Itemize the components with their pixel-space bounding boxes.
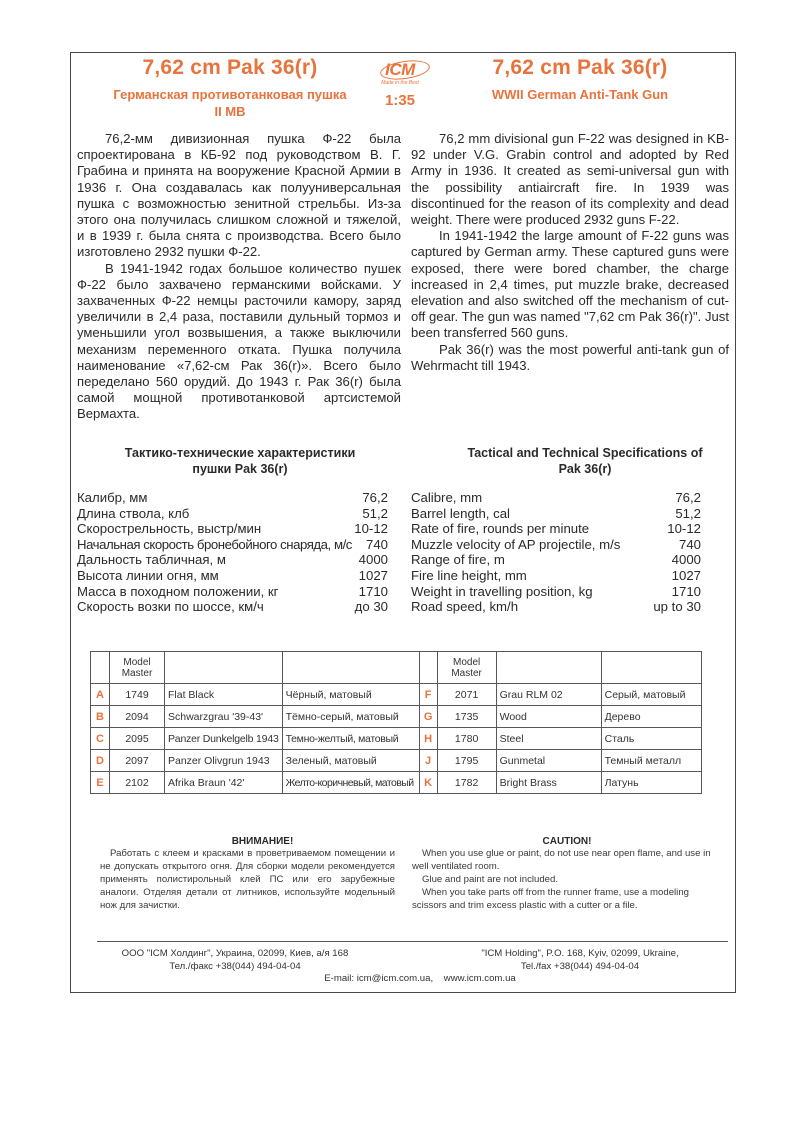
paint-name-en: Panzer Dunkelgelb 1943 (165, 728, 283, 750)
header-letter-cell (419, 652, 437, 684)
title-ru: 7,62 cm Pak 36(r) (142, 56, 318, 79)
scale-label: 1:35 (384, 92, 416, 109)
spec-row (77, 537, 388, 553)
table-row (91, 750, 702, 772)
spec-label: Fire line height, mm (411, 567, 527, 583)
paint-name-ru: Тёмно-серый, матовый (282, 706, 419, 728)
paint-name-ru: Темный металл (601, 750, 701, 772)
spec-value: 740 (365, 536, 388, 552)
icm-logo-icon (372, 60, 428, 86)
paint-letter: H (419, 728, 437, 750)
paint-code: 1782 (437, 772, 496, 794)
specs-ru-title-line1: Тактико-технические характеристики (124, 446, 356, 460)
history-ru (77, 131, 401, 423)
paint-table-header (91, 652, 702, 684)
history-en (411, 131, 729, 374)
paint-name-ru: Зеленый, матовый (282, 750, 419, 772)
subtitle-ru (80, 86, 380, 120)
caution-ru-title: ВНИМАНИЕ! (231, 836, 294, 847)
caution-en-para-3: When you take parts off from the runner frame, use a modeling scissors and trim excess plastic with a cutter or a file. (412, 887, 689, 911)
spec-value: 51,2 (362, 505, 388, 521)
paint-code: 1735 (437, 706, 496, 728)
spec-value: 10-12 (667, 521, 701, 537)
spec-row (77, 490, 388, 506)
logo-brand (385, 60, 415, 80)
spec-label: Range of fire, m (411, 552, 505, 568)
paint-name-en: Steel (496, 728, 601, 750)
header-model-master-line2: Master (451, 667, 482, 679)
caution-en-title: CAUTION! (542, 836, 592, 847)
paint-name-en: Gunmetal (496, 750, 601, 772)
spec-value: до 30 (354, 599, 388, 615)
spec-value: 1027 (671, 567, 701, 583)
subtitle-en: WWII German Anti-Tank Gun (491, 87, 669, 102)
history-en-para-2: In 1941-1942 the large amount of F-22 guns was captured by German army. These captured guns were exposed, there were bored chamber, the charge increased in 2,4 times, put muzzle brake, decreased elevation and also switched off the mechanism of cut-off gear. The gun was named "7,62 cm Pak 36(r)". Just been transferred 560 guns. (411, 228, 729, 341)
footer-en-phone: Tel./fax +38(044) 494-04-04 (520, 960, 640, 972)
footer-ru-address: ООО "ICM Холдинг", Украина, 02099, Киев, а/я 168 (121, 948, 349, 959)
header-letter-cell (91, 652, 110, 684)
footer-email-link[interactable]: E-mail: icm@icm.com.ua, (324, 973, 434, 984)
spec-label: Rate of fire, rounds per minute (411, 521, 590, 537)
footer-contacts (280, 973, 560, 986)
spec-value: 76,2 (362, 490, 388, 505)
spec-row (77, 584, 388, 600)
spec-row (77, 506, 388, 522)
header-model-master (110, 652, 165, 684)
paint-letter: J (419, 750, 437, 772)
spec-label: Barrel length, cal (411, 505, 510, 521)
paint-code: 2071 (437, 684, 496, 706)
spec-row (411, 537, 701, 553)
caution-en-para-1: When you use glue or paint, do not use near open flame, and use in well ventilated room. (412, 848, 711, 872)
paint-name-ru: Желто-коричневый, матовый (282, 772, 419, 794)
paint-letter: B (91, 706, 110, 728)
specs-en-title-line2: Pak 36(r) (558, 461, 612, 476)
header-model-master-line1: Model (452, 656, 481, 668)
header-model-master-line2: Master (121, 667, 153, 679)
footer-website-link[interactable]: www.icm.com.ua (443, 973, 516, 984)
spec-label: Weight in travelling position, kg (411, 583, 593, 599)
spec-label: Начальная скорость бронебойного снаряда, м/с (77, 536, 352, 552)
spec-label: Скорострельность, выстр/мин (77, 521, 262, 537)
spec-value: up to 30 (653, 599, 701, 615)
caution-en-para-2: Glue and paint are not included. (422, 874, 559, 885)
caution-ru (100, 836, 395, 912)
history-en-para-1: 76,2 mm divisional gun F-22 was designed in KB-92 under V.G. Grabin control and adopted by Red Army in 1936. It created as semi-universal gun with the possibility antiaircraft fire. In 1939 was discontinued for the reason of its complexity and dead weight. There were produced 2932 guns F-22. (411, 131, 729, 228)
spec-label: Дальность табличная, м (77, 552, 226, 568)
paint-letter: K (419, 772, 437, 794)
paint-letter: D (91, 750, 110, 772)
paint-table (90, 651, 702, 794)
paint-name-en: Afrika Braun '42' (165, 772, 283, 794)
specs-en-title-line1: Tactical and Technical Specifications of (467, 446, 703, 460)
header-model-master (437, 652, 496, 684)
history-en-para-3: Pak 36(r) was the most powerful anti-tank gun of Wehrmacht till 1943. (411, 341, 729, 373)
paint-letter: F (419, 684, 437, 706)
caution-ru-text: Работать с клеем и красками в проветриваемом помещении и не допускать открытого огня. Для сборки модели рекомендуется применять полистирольный клей ПС или его зарубежные аналоги. Отделяя детали от литников, используйте модельный нож для зачистки. (100, 848, 395, 911)
footer-ru-phone: Тел./факс +38(044) 494-04-04 (169, 960, 301, 972)
paint-letter: A (91, 684, 110, 706)
spec-row (411, 521, 701, 537)
spec-value: 4000 (671, 552, 701, 568)
paint-code: 2094 (110, 706, 165, 728)
spec-value: 51,2 (675, 505, 701, 521)
caution-en (412, 836, 722, 912)
spec-row (77, 568, 388, 584)
spec-label: Масса в походном положении, кг (77, 583, 279, 599)
paint-code: 1795 (437, 750, 496, 772)
spec-label: Скорость возки по шоссе, км/ч (77, 599, 264, 615)
spec-label: Высота линии огня, мм (77, 567, 219, 583)
paint-name-en: Wood (496, 706, 601, 728)
spec-row (411, 568, 701, 584)
subtitle-ru-line1: Германская противотанковая пушка (113, 87, 347, 102)
paint-letter: G (419, 706, 437, 728)
specs-ru-title (100, 446, 380, 477)
paint-code: 2097 (110, 750, 165, 772)
table-row (91, 684, 702, 706)
spec-label: Калибр, мм (77, 490, 148, 505)
paint-code: 1749 (110, 684, 165, 706)
spec-row (411, 552, 701, 568)
specs-ru-title-line2: пушки Pak 36(r) (192, 461, 288, 476)
paint-letter: C (91, 728, 110, 750)
paint-name-ru: Сталь (601, 728, 701, 750)
header-name-en (165, 652, 283, 684)
spec-value: 740 (678, 536, 701, 552)
paint-name-ru: Серый, матовый (601, 684, 701, 706)
history-ru-para-1: 76,2-мм дивизионная пушка Ф-22 была спроектирована в КБ-92 под руководством В. Г. Грабина и принята на вооружение Красной Армии в 1936 г. Она создавалась как полууниверсальная пушка с возможностью зенитной стрельбы. Из-за этого она получилась слишком сложной и тяжелой, и в 1939 г. была снята с производства. Всего было изготовлено 2932 пушки Ф-22. (77, 131, 401, 260)
spec-value: 76,2 (675, 490, 701, 505)
title-en: 7,62 cm Pak 36(r) (492, 56, 668, 79)
paint-name-ru: Дерево (601, 706, 701, 728)
table-row (91, 728, 702, 750)
specs-en-list (411, 490, 701, 615)
footer-en (440, 948, 720, 973)
logo-brand-text: ICM (385, 60, 415, 79)
spec-value: 4000 (358, 552, 388, 568)
footer-divider (97, 941, 728, 942)
caution-en-body (412, 847, 722, 912)
footer-ru (100, 948, 370, 973)
spec-value: 1710 (358, 583, 388, 599)
header-name-en (496, 652, 601, 684)
paint-name-ru: Темно-желтый, матовый (282, 728, 419, 750)
paint-name-en: Panzer Olivgrun 1943 (165, 750, 283, 772)
caution-ru-body (100, 847, 395, 912)
paint-name-ru: Чёрный, матовый (282, 684, 419, 706)
spec-row (77, 599, 388, 615)
spec-row (77, 521, 388, 537)
specs-ru-list (77, 490, 388, 615)
spec-label: Muzzle velocity of AP projectile, m/s (411, 536, 621, 552)
logo-tagline: Made in the Best (381, 80, 419, 86)
table-row (91, 706, 702, 728)
spec-row (411, 599, 701, 615)
spec-row (411, 584, 701, 600)
paint-name-en: Grau RLM 02 (496, 684, 601, 706)
paint-name-en: Schwarzgrau '39-43' (165, 706, 283, 728)
paint-name-en: Bright Brass (496, 772, 601, 794)
spec-label: Road speed, km/h (411, 599, 519, 615)
header-model-master-line1: Model (123, 656, 151, 668)
paint-code: 2102 (110, 772, 165, 794)
spec-value: 10-12 (354, 521, 388, 537)
spec-value: 1710 (671, 583, 701, 599)
paint-name-ru: Латунь (601, 772, 701, 794)
spec-value: 1027 (358, 567, 388, 583)
history-ru-para-2: В 1941-1942 годах большое количество пушек Ф-22 было захвачено германскими войсками. У захваченных Ф-22 немцы расточили камору, заряд увеличили в 2,4 раза, поставили дульный тормоз и уменьшили угол возвышения, а также выключили механизм переменного отката. Пушка получила наименование «7,62-см Рак 36(r)». Всего было переделано 560 орудий. До 1943 г. Рак 36(r) была самой мощной противотанковой артсистемой Вермахта. (77, 260, 401, 422)
subtitle-ru-line2: II MB (214, 104, 246, 119)
spec-row (411, 490, 701, 506)
spec-row (411, 506, 701, 522)
paint-code: 2095 (110, 728, 165, 750)
paint-name-en: Flat Black (165, 684, 283, 706)
spec-label: Calibre, mm (411, 490, 483, 505)
header-name-ru (601, 652, 701, 684)
spec-row (77, 552, 388, 568)
paint-letter: E (91, 772, 110, 794)
specs-en-title (440, 446, 730, 477)
paint-code: 1780 (437, 728, 496, 750)
table-row (91, 772, 702, 794)
header-name-ru (282, 652, 419, 684)
spec-label: Длина ствола, клб (77, 505, 190, 521)
footer-en-address: "ICM Holding", P.O. 168, Kyiv, 02099, Ukraine, (481, 948, 679, 959)
